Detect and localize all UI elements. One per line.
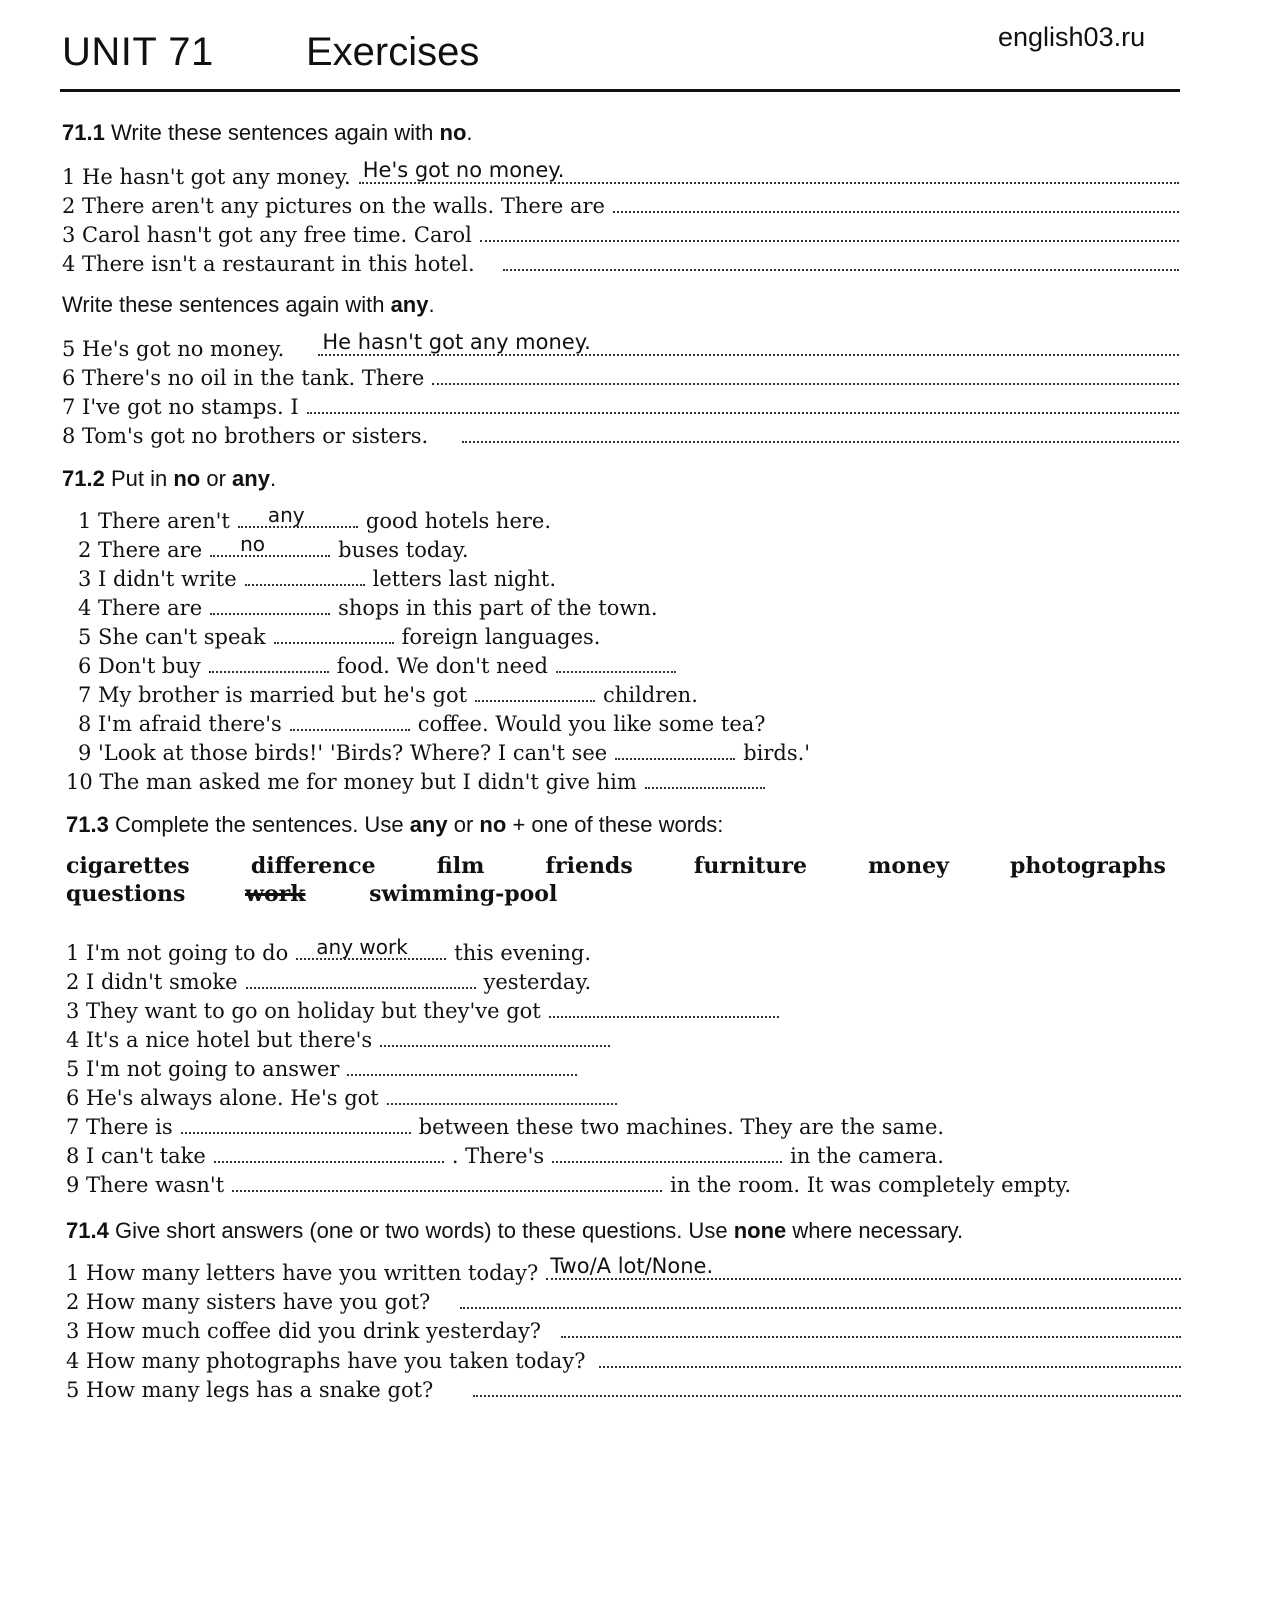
ex2-item-text: 7 My brother is married but he's got: [78, 683, 468, 707]
ex2-item-text-end: birds.': [743, 741, 811, 765]
answer-text: He hasn't got any money.: [322, 330, 591, 354]
gap-field[interactable]: [645, 769, 765, 789]
ex2-item: [78, 503, 552, 533]
ex1-instruction-b: Write these sentences again with: [62, 292, 385, 317]
ex1-item-text: 1 He hasn't got any money.: [62, 165, 351, 189]
gap-field[interactable]: [245, 566, 365, 586]
ex3-keyword-any: any: [409, 812, 448, 837]
unit-label: UNIT 71: [62, 30, 214, 74]
ex1-item-text: 2 There aren't any pictures on the walls. There are: [62, 194, 605, 218]
word: swimming-pool: [369, 881, 558, 907]
page-title: Exercises: [306, 30, 480, 74]
ex3-item: [66, 935, 592, 965]
ex4-instruction-end: where necessary.: [792, 1218, 964, 1243]
gap-field[interactable]: [209, 653, 329, 673]
gap-field[interactable]: [556, 653, 676, 673]
answer-field[interactable]: [613, 193, 1179, 213]
ex1-item: [62, 158, 1179, 192]
ex2-item: [78, 566, 556, 591]
word: furniture: [693, 853, 808, 879]
ex3-item-text: 4 It's a nice hotel but there's: [66, 1028, 373, 1052]
word-box-row-1: [66, 853, 1166, 879]
ex4-instruction: Give short answers (one or two words) to these questions. Use: [114, 1218, 728, 1243]
ex1-item: [62, 423, 1179, 451]
ex2-item-text-end: good hotels here.: [365, 509, 552, 533]
ex2-instruction-or: or: [206, 466, 226, 491]
ex4-item: [66, 1377, 1181, 1405]
answer-field[interactable]: [432, 365, 1179, 385]
word: money: [868, 853, 949, 879]
ex3-item: [66, 1172, 1071, 1197]
ex2-item-text-end: letters last night.: [372, 567, 557, 591]
ex3-keyword-no: no: [479, 812, 507, 837]
answer-field[interactable]: [599, 1348, 1181, 1368]
gap-field[interactable]: [475, 682, 595, 702]
ex3-item-text: 5 I'm not going to answer: [66, 1057, 340, 1081]
ex4-item: [66, 1348, 1181, 1376]
word: friends: [545, 853, 633, 879]
ex2-keyword-any: any: [232, 466, 270, 491]
ex2-heading: 71.2 Put in no or any.: [62, 466, 277, 491]
ex3-item-text-mid: . There's: [451, 1144, 545, 1168]
ex2-item-text-end: shops in this part of the town.: [338, 596, 658, 620]
answer-field[interactable]: [546, 1254, 1181, 1280]
ex3-item-text: 6 He's always alone. He's got: [66, 1086, 379, 1110]
ex2-item-text: 10 The man asked me for money but I didn't give him: [66, 770, 637, 794]
ex2-item: [78, 653, 684, 678]
ex2-item-text-end: food. We don't need: [336, 654, 548, 678]
gap-field[interactable]: [347, 1056, 577, 1076]
answer-field[interactable]: [359, 158, 1179, 184]
gap-field[interactable]: [296, 935, 446, 960]
ex4-item: [66, 1318, 1181, 1346]
ex3-item-text: 8 I can't take: [66, 1144, 206, 1168]
ex3-item: [66, 1143, 944, 1168]
ex3-heading: [66, 812, 723, 838]
ex1-item: [62, 330, 1179, 364]
answer-field[interactable]: [307, 394, 1179, 414]
ex2-number: 71.2: [62, 466, 105, 491]
ex1-heading: 71.1 Write these sentences again with no.: [62, 120, 473, 145]
ex4-item-text: 3 How much coffee did you drink yesterday?: [66, 1319, 542, 1343]
ex2-keyword-no: no: [173, 466, 201, 491]
ex1-item-text: 4 There isn't a restaurant in this hotel.: [62, 252, 475, 276]
ex3-item: [66, 1056, 585, 1081]
answer-field[interactable]: [318, 330, 1179, 356]
ex2-item-text: 2 There are: [78, 538, 203, 562]
header-rule: [60, 89, 1180, 92]
answer-field[interactable]: [503, 251, 1179, 271]
ex1-keyword-a: no: [439, 120, 467, 145]
answer-text: He's got no money.: [362, 158, 565, 182]
ex1-instruction-a: Write these sentences again with: [110, 120, 434, 145]
ex3-item: [66, 969, 591, 994]
ex3-item-text-end: in the room. It was completely empty.: [670, 1173, 1072, 1197]
ex2-item: [78, 624, 600, 649]
gap-field[interactable]: [210, 532, 330, 557]
ex4-item: [66, 1289, 1181, 1317]
ex3-item: [66, 1114, 944, 1139]
answer-field[interactable]: [480, 222, 1179, 242]
ex3-item-text: 2 I didn't smoke: [66, 970, 238, 994]
ex3-item: [66, 998, 787, 1023]
site-watermark: english03.ru: [998, 22, 1146, 52]
ex3-item-text-end: this evening.: [454, 941, 592, 965]
gap-field[interactable]: [181, 1114, 411, 1134]
answer-text: Two/A lot/None.: [550, 1254, 714, 1278]
ex2-item-text: 6 Don't buy: [78, 654, 201, 678]
ex1-item: [62, 193, 1179, 221]
ex2-item-text: 5 She can't speak: [78, 625, 266, 649]
ex3-item-text: 7 There is: [66, 1115, 173, 1139]
ex1-number: 71.1: [62, 120, 105, 145]
gap-field[interactable]: [290, 711, 410, 731]
gap-field[interactable]: [214, 1143, 444, 1163]
gap-field[interactable]: [387, 1085, 617, 1105]
ex2-item-text-end: buses today.: [338, 538, 469, 562]
ex1-keyword-b: any: [390, 292, 429, 317]
ex1-item: [62, 365, 1179, 393]
answer-text: no: [240, 532, 266, 556]
answer-text: any: [267, 503, 305, 527]
gap-field[interactable]: [552, 1143, 782, 1163]
gap-field[interactable]: [274, 624, 394, 644]
ex1-item-text: 7 I've got no stamps. I: [62, 395, 299, 419]
answer-text: any work: [316, 935, 408, 959]
ex2-item: [66, 769, 773, 794]
ex1-item: [62, 394, 1179, 422]
word: photographs: [1010, 853, 1166, 879]
ex2-item-text: 8 I'm afraid there's: [78, 712, 282, 736]
ex2-item: [78, 595, 658, 620]
ex4-heading: [66, 1218, 963, 1244]
ex2-item: [78, 532, 469, 562]
ex2-item-text: 1 There aren't: [78, 509, 230, 533]
ex3-item-text-end: in the camera.: [790, 1144, 944, 1168]
ex3-number: 71.3: [66, 812, 109, 837]
ex1-item: [62, 251, 1179, 279]
answer-field[interactable]: [462, 423, 1179, 443]
ex3-item-text: 9 There wasn't: [66, 1173, 225, 1197]
ex2-item-text: 9 'Look at those birds!' 'Birds? Where? I can't see: [78, 741, 608, 765]
gap-field[interactable]: [380, 1027, 610, 1047]
gap-field[interactable]: [246, 969, 476, 989]
ex2-item-text: 4 There are: [78, 596, 203, 620]
ex4-keyword-none: none: [733, 1218, 787, 1243]
ex3-item: [66, 1027, 618, 1052]
word: difference: [250, 853, 376, 879]
ex3-instruction-or: or: [453, 812, 474, 837]
ex2-item-text: 3 I didn't write: [78, 567, 237, 591]
ex3-item-text-end: yesterday.: [483, 970, 592, 994]
ex1-item-text: 5 He's got no money.: [62, 337, 285, 361]
word: film: [436, 853, 485, 879]
answer-field[interactable]: [460, 1289, 1181, 1309]
ex3-item-text: 3 They want to go on holiday but they've got: [66, 999, 541, 1023]
word-used: work: [245, 881, 306, 907]
ex1-subheading: Write these sentences again with any.: [62, 292, 435, 317]
answer-field[interactable]: [473, 1377, 1181, 1397]
ex2-item: [78, 682, 698, 707]
gap-field[interactable]: [232, 1172, 662, 1192]
ex1-item-text: 8 Tom's got no brothers or sisters.: [62, 424, 429, 448]
ex3-item: [66, 1085, 625, 1110]
answer-field[interactable]: [561, 1318, 1181, 1338]
gap-field[interactable]: [210, 595, 330, 615]
gap-field[interactable]: [549, 998, 779, 1018]
ex4-item-text: 4 How many photographs have you taken today?: [66, 1349, 586, 1373]
ex3-instruction: Complete the sentences. Use: [114, 812, 404, 837]
word: cigarettes: [66, 853, 190, 879]
ex2-item: [78, 711, 766, 736]
gap-field[interactable]: [238, 503, 358, 528]
ex2-item-text-end: children.: [603, 683, 698, 707]
ex1-item-text: 6 There's no oil in the tank. There: [62, 366, 425, 390]
ex4-number: 71.4: [66, 1218, 109, 1243]
ex2-item-text-end: foreign languages.: [401, 625, 601, 649]
ex2-item: [78, 740, 810, 765]
gap-field[interactable]: [615, 740, 735, 760]
ex1-item: [62, 222, 1179, 250]
word: questions: [66, 881, 186, 907]
ex2-instruction: Put in: [110, 466, 168, 491]
ex4-item: [66, 1254, 1181, 1288]
ex2-item-text-end: coffee. Would you like some tea?: [417, 712, 766, 736]
ex1-item-text: 3 Carol hasn't got any free time. Carol: [62, 223, 472, 247]
word-box-row-2: [66, 881, 557, 907]
ex4-item-text: 2 How many sisters have you got?: [66, 1290, 431, 1314]
ex4-item-text: 5 How many legs has a snake got?: [66, 1378, 434, 1402]
ex3-item-text-end: between these two machines. They are the same.: [418, 1115, 945, 1139]
ex4-item-text: 1 How many letters have you written today?: [66, 1261, 539, 1285]
ex3-instruction-end: + one of these words:: [512, 812, 724, 837]
ex3-item-text: 1 I'm not going to do: [66, 941, 289, 965]
